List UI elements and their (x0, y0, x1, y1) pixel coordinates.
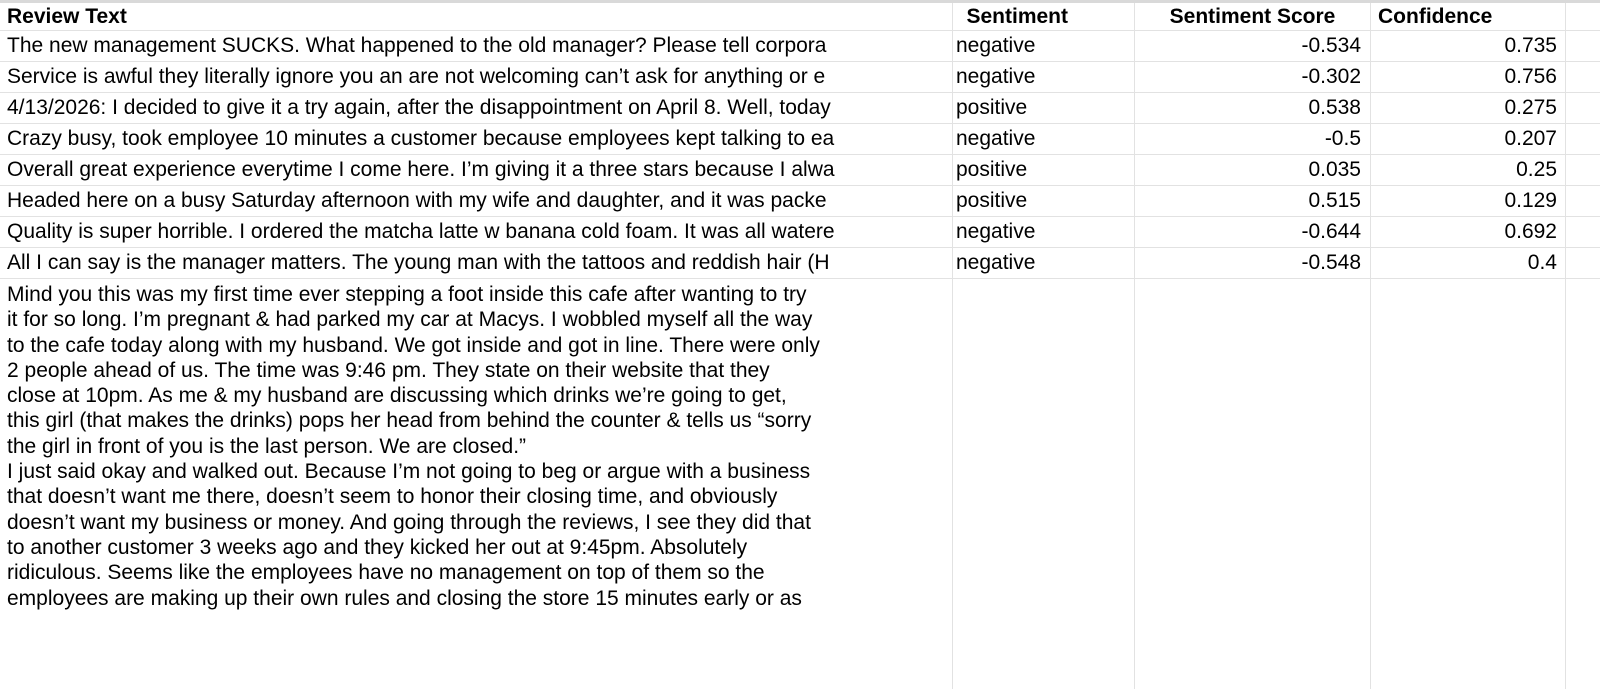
empty-cell[interactable] (1566, 186, 1600, 216)
sentiment-score-cell[interactable]: 0.515 (1135, 186, 1371, 216)
sentiment-score-cell[interactable]: 0.035 (1135, 155, 1371, 185)
confidence-cell[interactable]: 0.735 (1371, 31, 1566, 61)
table-row (0, 62, 1600, 93)
sentiment-cell[interactable]: negative (953, 124, 1135, 154)
confidence-cell[interactable]: 0.275 (1371, 93, 1566, 123)
sentiment-score-cell[interactable]: -0.5 (1135, 124, 1371, 154)
review-text-line: close at 10pm. As me & my husband are discussing which drinks we’re going to get, (7, 384, 787, 408)
confidence-cell[interactable]: 0.207 (1371, 124, 1566, 154)
column-header-sentiment-score[interactable]: Sentiment Score (1135, 3, 1371, 30)
review-text-line: employees are making up their own rules and closing the store 15 minutes early or as (7, 586, 802, 610)
review-text-line: doesn’t want my business or money. And going through the reviews, I see they did that (7, 510, 811, 534)
sentiment-cell[interactable]: positive (953, 186, 1135, 216)
review-text-cell[interactable]: All I can say is the manager matters. The young man with the tattoos and reddish hair (H (0, 248, 953, 278)
review-text-line: that doesn’t want me there, doesn’t seem to honor their closing time, and obviously (7, 485, 778, 509)
empty-cell[interactable] (1566, 93, 1600, 123)
table-row (0, 186, 1600, 217)
empty-cell[interactable] (1566, 31, 1600, 61)
empty-cell[interactable] (1566, 248, 1600, 278)
review-text-cell[interactable]: Quality is super horrible. I ordered the matcha latte w banana cold foam. It was all watere (0, 217, 953, 247)
sentiment-cell[interactable]: positive (953, 93, 1135, 123)
header-row (0, 3, 1600, 31)
expanded-score-cell[interactable] (1135, 279, 1371, 689)
review-text-cell[interactable]: The new management SUCKS. What happened to the old manager? Please tell corpora (0, 31, 953, 61)
empty-cell[interactable] (1566, 155, 1600, 185)
empty-cell[interactable] (1566, 217, 1600, 247)
review-text-cell[interactable]: Crazy busy, took employee 10 minutes a customer because employees kept talking to ea (0, 124, 953, 154)
confidence-cell[interactable]: 0.692 (1371, 217, 1566, 247)
expanded-confidence-cell[interactable] (1371, 279, 1566, 689)
review-text-cell[interactable]: Service is awful they literally ignore you an are not welcoming can’t ask for anything or e (0, 62, 953, 92)
empty-cell[interactable] (1566, 124, 1600, 154)
confidence-cell[interactable]: 0.4 (1371, 248, 1566, 278)
expanded-review-row[interactable] (0, 279, 1600, 689)
review-text-line: Mind you this was my first time ever stepping a foot inside this cafe after wanting to try (7, 283, 807, 306)
column-header-confidence[interactable]: Confidence (1371, 3, 1566, 30)
table-row (0, 124, 1600, 155)
column-header-review-text[interactable]: Review Text (0, 3, 953, 30)
review-text-cell[interactable]: Overall great experience everytime I come here. I’m giving it a three stars because I alwa (0, 155, 953, 185)
spreadsheet-grid[interactable] (0, 3, 1600, 689)
sentiment-score-cell[interactable]: 0.538 (1135, 93, 1371, 123)
sentiment-cell[interactable]: negative (953, 217, 1135, 247)
sentiment-cell[interactable]: negative (953, 62, 1135, 92)
sentiment-cell[interactable]: negative (953, 31, 1135, 61)
review-text-line: to another customer 3 weeks ago and they kicked her out at 9:45pm. Absolutely (7, 535, 748, 559)
expanded-review-text-cell[interactable] (0, 279, 953, 689)
sentiment-score-cell[interactable]: -0.548 (1135, 248, 1371, 278)
data-rows (0, 31, 1600, 279)
review-text-line: 2 people ahead of us. The time was 9:46 pm. They state on their website that they (7, 358, 770, 382)
sentiment-score-cell[interactable]: -0.302 (1135, 62, 1371, 92)
review-text-line: to the cafe today along with my husband. We got inside and got in line. There were only (7, 333, 820, 357)
column-header-sentiment[interactable]: Sentiment (966, 5, 1068, 28)
sentiment-score-cell[interactable]: -0.534 (1135, 31, 1371, 61)
sentiment-cell[interactable]: positive (953, 155, 1135, 185)
empty-header-cell[interactable] (1566, 3, 1600, 30)
table-row (0, 248, 1600, 279)
empty-cell[interactable] (1566, 62, 1600, 92)
confidence-cell[interactable]: 0.756 (1371, 62, 1566, 92)
table-row (0, 217, 1600, 248)
confidence-cell[interactable]: 0.129 (1371, 186, 1566, 216)
confidence-cell[interactable]: 0.25 (1371, 155, 1566, 185)
table-row (0, 155, 1600, 186)
expanded-empty-cell[interactable] (1566, 279, 1600, 689)
table-row (0, 31, 1600, 62)
sentiment-score-cell[interactable]: -0.644 (1135, 217, 1371, 247)
sentiment-cell[interactable]: negative (953, 248, 1135, 278)
review-text-line: the girl in front of you is the last person. We are closed.” (7, 434, 527, 458)
review-text-line: this girl (that makes the drinks) pops her head from behind the counter & tells us “sorry (7, 409, 812, 433)
review-text-line: I just said okay and walked out. Because I’m not going to beg or argue with a business (7, 460, 811, 484)
review-text-cell[interactable]: Headed here on a busy Saturday afternoon with my wife and daughter, and it was packe (0, 186, 953, 216)
review-text-line: ridiculous. Seems like the employees have no management on top of them so the (7, 561, 765, 585)
review-text-cell[interactable]: 4/13/2026: I decided to give it a try again, after the disappointment on April 8. Well, today (0, 93, 953, 123)
table-row (0, 93, 1600, 124)
review-text-line: it for so long. I’m pregnant & had parked my car at Macys. I wobbled myself all the way (7, 308, 813, 332)
expanded-sentiment-cell[interactable] (953, 279, 1135, 689)
